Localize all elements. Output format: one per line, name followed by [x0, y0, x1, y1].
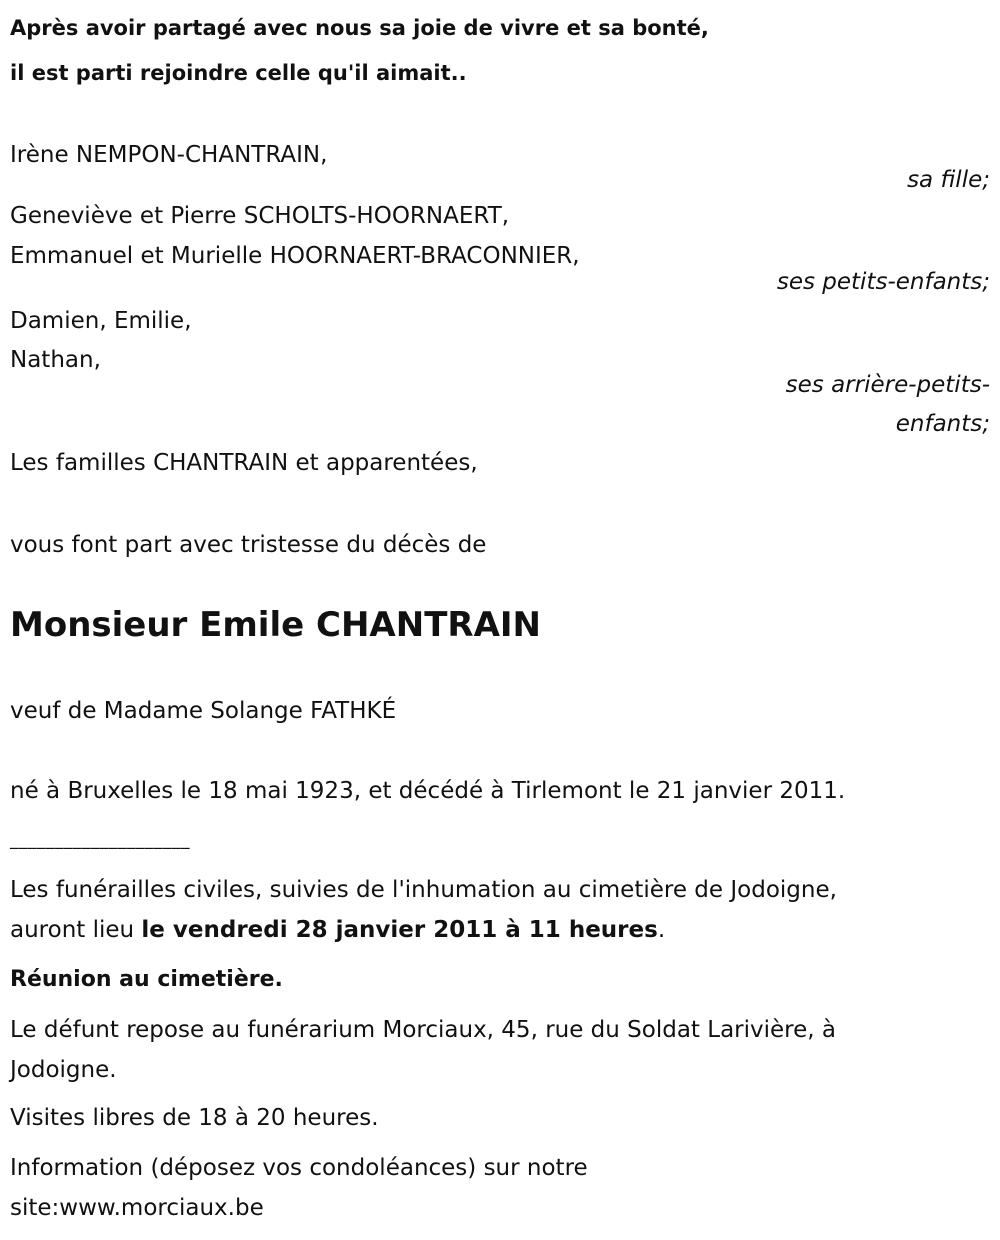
info-line-1: Information (déposez vos condoléances) sur notre — [10, 1155, 588, 1181]
separator: ____________________ — [10, 830, 190, 850]
families-line: Les familles CHANTRAIN et apparentées, — [10, 450, 478, 476]
relation-label: enfants; — [895, 411, 990, 437]
relation-label: ses arrière-petits- — [785, 372, 990, 398]
intro-line-1: Après avoir partagé avec nous sa joie de vivre et sa bonté, — [10, 16, 709, 40]
intro-line-2: il est parti rejoindre celle qu'il aimait.. — [10, 61, 467, 85]
family-name: Emmanuel et Murielle HOORNAERT-BRACONNIER, — [10, 243, 580, 269]
repose-line-1: Le défunt repose au funérarium Morciaux, 45, rue du Soldat Larivière, à — [10, 1017, 836, 1043]
family-name: Geneviève et Pierre SCHOLTS-HOORNAERT, — [10, 203, 510, 229]
funeral-line-1: Les funérailles civiles, suivies de l'inhumation au cimetière de Jodoigne, — [10, 877, 837, 903]
funeral-date: le vendredi 28 janvier 2011 à 11 heures — [141, 917, 658, 943]
widower-line: veuf de Madame Solange FATHKÉ — [10, 698, 397, 724]
info-link[interactable]: site:www.morciaux.be — [10, 1195, 264, 1221]
dates-line: né à Bruxelles le 18 mai 1923, et décédé à Tirlemont le 21 janvier 2011. — [10, 778, 846, 804]
family-name: Nathan, — [10, 347, 101, 373]
repose-line-2: Jodoigne. — [10, 1057, 117, 1083]
family-name: Irène NEMPON-CHANTRAIN, — [10, 142, 328, 168]
announce-line: vous font part avec tristesse du décès de — [10, 532, 487, 558]
relation-label: sa fille; — [907, 167, 990, 193]
visits-line: Visites libres de 18 à 20 heures. — [10, 1105, 379, 1131]
funeral-line-2 — [10, 916, 665, 944]
relation-label: ses petits-enfants; — [776, 269, 990, 295]
family-name: Damien, Emilie, — [10, 308, 192, 334]
deceased-name: Monsieur Emile CHANTRAIN — [10, 605, 541, 645]
funeral-prefix: auront lieu — [10, 917, 142, 943]
funeral-suffix: . — [657, 917, 666, 943]
meeting-line: Réunion au cimetière. — [10, 967, 283, 992]
